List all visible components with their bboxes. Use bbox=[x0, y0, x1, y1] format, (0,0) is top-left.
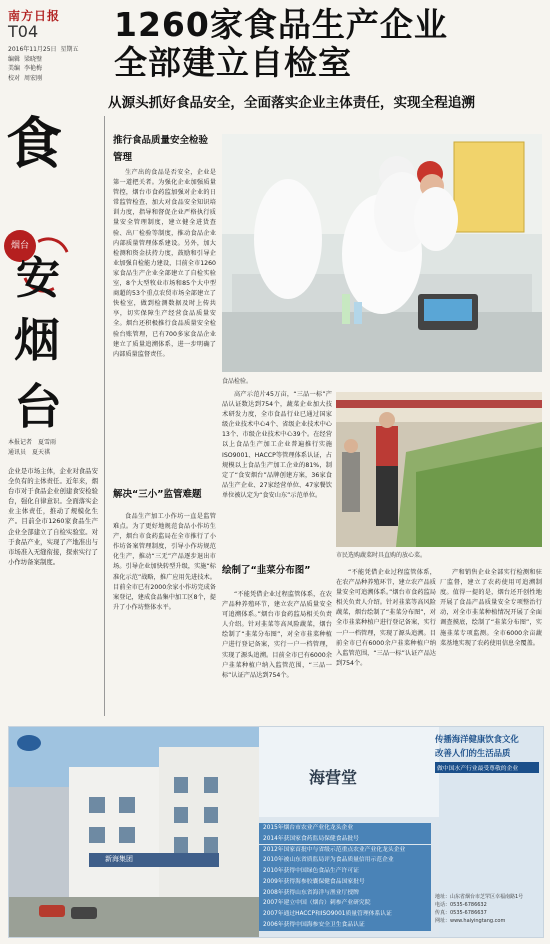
byline-name-1: 夏雪雨 bbox=[38, 439, 57, 446]
proof-label: 校对 bbox=[8, 74, 21, 82]
ad-milestones bbox=[259, 823, 431, 931]
logo-char-2: 安 bbox=[16, 253, 60, 304]
issue-date: 2016年11月25日 bbox=[8, 46, 57, 53]
byline-name-2: 夏天祺 bbox=[32, 449, 51, 456]
advertisement[interactable] bbox=[8, 726, 544, 938]
ad-banner: 做中国水产行业最受尊敬的企业 bbox=[435, 762, 539, 773]
lead-paragraph: 企业是市场主体，企业对食品安全负有的主体责任。近年来，烟台市对于食品企业创建食安检验台，强化自律意识。全面落实企业主体责任，推动了规模化生产。目前全市1260家食品生产企业全部建立了自检实验室。对于食品产业，实现了产地准出与市场准入无缝衔接，探索实行了小作坊备案制度。 bbox=[8, 467, 98, 566]
milestone-item: 2014年获国家食药监局保健食品批号 bbox=[259, 834, 431, 845]
ad-building-sign: 新海集团 bbox=[105, 855, 133, 863]
right-column-text: 产和销售企业全部实行检测和驻厂监督，建立了农药使用可追溯制度。值得一提的是，烟台还开创性地开展了食品产品质量安全专项整治行动，对全市韭菜种植情况开展了全面调查摸底，绘制了“韭菜分布图”，实施韭菜专项监测。全市6000余亩蔬菜基地实现了农药使用信息全覆盖。 bbox=[440, 569, 542, 647]
logo-char-1: 食 bbox=[6, 111, 62, 177]
section-1-title: 推行食品质量安全检验管理 bbox=[113, 135, 209, 163]
photo-lab-illustration bbox=[222, 134, 542, 372]
headline bbox=[114, 6, 448, 82]
subheadline: 从源头抓好食品安全，全面落实企业主体责任，实现全程追溯 bbox=[108, 95, 476, 111]
section-2-body bbox=[113, 512, 216, 712]
ad-contact bbox=[435, 893, 539, 925]
middle-column-text: 高产示范片45万亩，“三品一标”产品认证数达到754个，蔬菜企业加大技术研发力度，全市食品行业已通过国家级企业技术中心4个、省级企业技术中心13个、市级企业技术中心39个。在经营以上食品生产加工企业普遍推行实施ISO9001、HACCP等管理体系认证，占规模以上食品生产加工企业的81%，制定了“食安烟台”品牌创建方案，36家食品生产企业、27家经营单位、47家餐饮单位被认定为“食安山东”示范单位。 bbox=[222, 391, 332, 499]
ad-contact-line: 电话：0535-6786632 bbox=[435, 902, 487, 908]
section-3-title: 绘制了“韭菜分布图” bbox=[222, 565, 311, 576]
byline-label-1: 本报记者 bbox=[8, 439, 33, 446]
ad-contact-line: 传真：0535-6786637 bbox=[435, 910, 487, 916]
milestone-item: 2012年国家首批中与省级示范重点农业产业化龙头企业 bbox=[259, 845, 431, 856]
section-3-continued bbox=[336, 568, 436, 718]
section-2-text: 食品生产加工小作坊一直是监管难点。为了更好地规范食品小作坊生产，烟台市食药监局在全市推行了小作坊备案管理制度，引导小作坊规范化生产，推动“三无”产品逐步退出市场。引导企业加快转型升级，实施“标准化示范”战略，推广应用先进技术。目前全市已有2000余家小作坊完成备案登记，建成食品集中加工区8个，提升了小作坊整体水平。 bbox=[113, 513, 216, 611]
column-logo bbox=[0, 92, 72, 438]
middle-column bbox=[222, 390, 332, 550]
ad-title-line-1: 传播海洋健康饮食文化 bbox=[435, 734, 519, 744]
section-3-body bbox=[222, 590, 332, 718]
ad-right-panel bbox=[435, 733, 539, 925]
milestone-item: 2007年通过HACCP和ISO9001质量管理体系认证 bbox=[259, 909, 431, 920]
milestone-item: 2006年获得中国海参安全卫生食品认证 bbox=[259, 920, 431, 931]
photo-vegetable-market bbox=[336, 392, 542, 547]
designer-label: 美编 bbox=[8, 65, 21, 72]
photo-market-illustration bbox=[336, 392, 542, 547]
proof-name: 周宏刚 bbox=[24, 74, 43, 82]
milestone-item: 2007年建立中国（烟台）刺参产业研究院 bbox=[259, 898, 431, 909]
photo-2-caption: 市民选购蔬菜时具直购的放心菜。 bbox=[336, 552, 427, 559]
byline-label-2: 通讯员 bbox=[8, 449, 27, 456]
ad-contact-line: 地址：山东省烟台市芝罘区幸福南路1号 bbox=[435, 894, 524, 900]
section-1-text: 生产出的食品是否安全，企业是第一道把关者。为强化企业加强质量管控，烟台市食药监加强对企业的日常监管检查，加大对食品安全知识培训力度，指导和督促企业严格执行质量安全管理制度，建立健全进货查验、出厂检验等制度，推动食品企业内部质量管理体系建设。另外，加大检测和资金扶持力度，鼓励和引导企业加强自检能力建设，目前全市1260家食品生产企业全部建立了自检实验室，8个大型牧业市场和85个大中型商超的53个重点农贸市场全部建立了快检室，做到检测数据及时上传共享，切实保障生产经营食品质量安全。烟台还积极推行食品质量安全检验台账管理，已有700多家食品企业建立了质量追溯体系，进一步明确了内部质量监督责任。 bbox=[113, 169, 216, 358]
headline-line-2: 全部建立自检室 bbox=[114, 43, 352, 82]
section-1-body bbox=[113, 168, 216, 478]
photo-lab-inspection bbox=[222, 134, 542, 372]
byline bbox=[8, 438, 62, 458]
photo-1-caption: 食品检验。 bbox=[222, 378, 253, 385]
headline-line-1: 1260家食品生产企业 bbox=[114, 5, 448, 44]
ad-title-line-2: 改善人们的生活品质 bbox=[435, 748, 511, 758]
milestone-item: 2010年被山东省质监局评为食品质量信用示范企业 bbox=[259, 855, 431, 866]
ad-brand: 海营堂 bbox=[309, 768, 358, 787]
company-logo-icon bbox=[17, 735, 41, 751]
milestone-item: 2010年获得中国绿色食品生产许可证 bbox=[259, 866, 431, 877]
right-column bbox=[440, 568, 542, 718]
divider bbox=[104, 116, 105, 716]
milestone-item: 2009年获得海参胶囊保健食品国家批号 bbox=[259, 877, 431, 888]
page-number: T04 bbox=[8, 22, 39, 41]
section-3-text: “不能凭借企业过程监管体系，在农产品种养殖环节，建立农产品质量安全可追溯体系。”烟台市食药监局相关负责人介绍。针对韭菜等高风险蔬菜，烟台绘制了“韭菜分布图”，对全市韭菜种植户进行登记备案，实行一户一档管理，实现了源头追溯。目前全市已有6000余户韭菜种植户纳入监管范围，“三品一标”认证产品达到754个。 bbox=[222, 591, 332, 679]
logo-seal: 烟台 bbox=[4, 230, 36, 262]
designer-name: 李艳梅 bbox=[24, 65, 43, 72]
issue-weekday: 星期五 bbox=[60, 46, 79, 53]
masthead: 南方日报 bbox=[8, 9, 61, 23]
ad-contact-line: 网址：www.haiyingtang.com bbox=[435, 918, 506, 924]
logo-char-3: 烟 bbox=[14, 313, 60, 367]
editor-name: 梁晓璧 bbox=[24, 55, 43, 63]
page-meta bbox=[8, 45, 83, 83]
milestone-item: 2015年烟台市农业产业化龙头企业 bbox=[259, 823, 431, 834]
milestone-item: 2008年获得山东省海洋与渔业厅授牌 bbox=[259, 888, 431, 899]
logo-char-4: 台 bbox=[14, 379, 63, 435]
editor-label: 编辑 bbox=[8, 55, 21, 63]
section-3-text-continued: “不能凭借企业过程监管体系，在农产品种养殖环节，建立农产品质量安全可追溯体系。”烟台市食药监局相关负责人介绍。针对韭菜等高风险蔬菜，烟台绘制了“韭菜分布图”，对全市韭菜种植户进行登记备案，实行一户一档管理，实现了源头追溯。目前全市已有6000余户韭菜种植户纳入监管范围，“三品一标”认证产品达到754个。 bbox=[336, 569, 436, 667]
section-2-title: 解决“三小”监管难题 bbox=[113, 489, 202, 500]
